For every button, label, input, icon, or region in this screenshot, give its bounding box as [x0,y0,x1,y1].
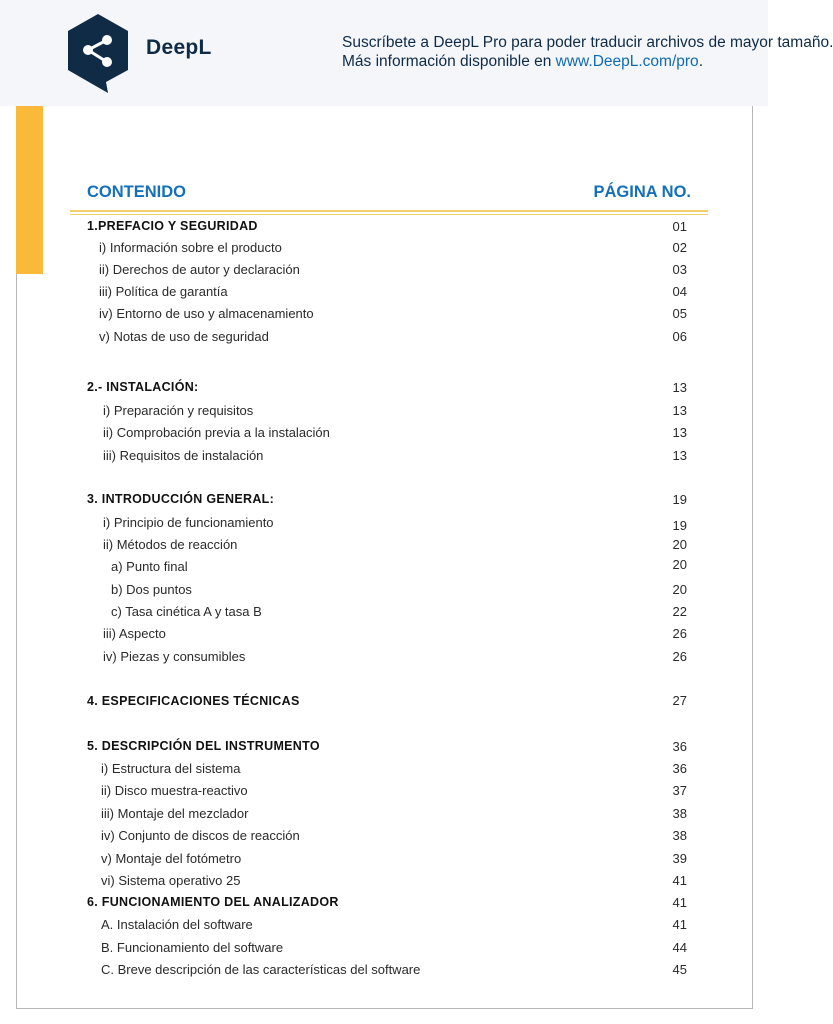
toc-entry-label: 1.PREFACIO Y SEGURIDAD [87,219,258,233]
toc-entry-label: 6. FUNCIONAMIENTO DEL ANALIZADOR [87,895,339,909]
toc-entry [0,262,768,280]
toc-section [0,219,768,237]
toc-entry [0,403,768,421]
toc-section [0,739,768,757]
brand-name: DeepL [146,36,212,59]
toc-entry-label: iv) Piezas y consumibles [103,649,246,664]
toc-entry [0,515,768,533]
toc-entry [0,940,768,958]
promo-line-2-prefix: Más información disponible en [342,53,556,70]
toc-entry-label: i) Estructura del sistema [101,761,241,776]
toc-entry-label: B. Funcionamiento del software [101,940,284,955]
toc-entry-label: C. Breve descripción de las características del software [101,962,421,977]
toc-entry-label: iii) Requisitos de instalación [103,448,264,463]
toc-entry [0,783,768,801]
toc-entry [0,806,768,824]
toc-entry-page: 41 [672,895,687,910]
toc-entry-page: 20 [672,557,687,572]
toc-entry-label: ii) Derechos de autor y declaración [99,262,300,277]
toc-entry-page: 27 [672,693,687,708]
toc-entry-page: 44 [672,940,687,955]
toc-entry-label: 3. INTRODUCCIÓN GENERAL: [87,492,275,506]
toc-entry-label: iii) Aspecto [103,626,166,641]
toc-entry-page: 13 [672,403,687,418]
toc-entry-page: 36 [672,761,687,776]
toc-entry-page: 13 [672,425,687,440]
toc-entry-label: iv) Entorno de uso y almacenamiento [99,306,314,321]
toc-entry-page: 13 [672,448,687,463]
toc-entry-label: vi) Sistema operativo 25 [101,873,241,888]
toc-entry [0,537,768,555]
toc-entry-label: A. Instalación del software [101,917,253,932]
toc-entry [0,448,768,466]
toc-section [0,895,768,913]
toc-entry-label: i) Principio de funcionamiento [103,515,274,530]
toc-entry-label: ii) Disco muestra-reactivo [101,783,248,798]
toc-entry-label: 5. DESCRIPCIÓN DEL INSTRUMENTO [87,739,320,753]
toc-heading-contents: CONTENIDO [87,183,186,201]
toc-entry-label: b) Dos puntos [111,582,192,597]
toc-entry [0,917,768,935]
toc-entry [0,626,768,644]
toc-entry-page: 03 [672,262,687,277]
toc-entry-page: 13 [672,380,687,395]
toc-entry-page: 01 [672,219,687,234]
toc-entry [0,306,768,324]
toc-entry-label: i) Información sobre el producto [99,240,282,255]
toc-entry-label: i) Preparación y requisitos [103,403,254,418]
toc-entry-page: 38 [672,806,687,821]
toc-entry [0,851,768,869]
heading-rule [70,210,708,212]
toc-entry-label: v) Notas de uso de seguridad [99,329,269,344]
toc-entry-label: v) Montaje del fotómetro [101,851,242,866]
toc-entry [0,582,768,600]
toc-entry-page: 37 [672,783,687,798]
toc-entry-page: 22 [672,604,687,619]
toc-entry [0,604,768,622]
toc-entry-page: 04 [672,284,687,299]
promo-line-1: Suscríbete a DeepL Pro para poder traducir archivos de mayor tamaño. [342,34,833,51]
toc-section [0,380,768,398]
toc-entry-label: 4. ESPECIFICACIONES TÉCNICAS [87,694,300,708]
toc-section [0,694,768,712]
toc-entry-label: c) Tasa cinética A y tasa B [111,604,262,619]
deepl-pro-link[interactable]: www.DeepL.com/pro [555,53,699,70]
toc-entry-page: 20 [672,537,687,552]
toc-entry-page: 05 [672,306,687,321]
toc-entry-label: iii) Montaje del mezclador [101,806,249,821]
toc-entry [0,873,768,891]
toc-entry-page: 19 [672,518,687,533]
promo-line-2 [342,52,833,71]
toc-entry-page: 26 [672,649,687,664]
toc-entry-label: ii) Métodos de reacción [103,537,238,552]
toc-entry-page: 06 [672,329,687,344]
toc-entry-label: ii) Comprobación previa a la instalación [103,425,330,440]
toc-entry-label: iv) Conjunto de discos de reacción [101,828,300,843]
toc-entry-label: 2.- INSTALACIÓN: [87,380,199,394]
toc-entry [0,559,768,577]
toc-entry-page: 45 [672,962,687,977]
toc-entry-page: 19 [672,492,687,507]
toc-section [0,492,768,510]
deepl-logo-icon [64,12,132,94]
toc-entry [0,649,768,667]
toc-entry-page: 41 [672,873,687,888]
toc-entry [0,240,768,258]
toc-entry-page: 26 [672,626,687,641]
toc-entry-page: 38 [672,828,687,843]
toc-heading-page-number: PÁGINA NO. [593,183,691,201]
toc-entry-page: 41 [672,917,687,932]
promo-text [342,33,833,71]
toc-entry [0,284,768,302]
toc-entry-page: 36 [672,739,687,754]
toc-entry-page: 02 [672,240,687,255]
toc-entry-label: a) Punto final [111,559,188,574]
toc-entry [0,329,768,347]
toc-entry [0,425,768,443]
toc-entry-label: iii) Política de garantía [99,284,228,299]
heading-rule-secondary [70,214,708,215]
toc-entry-page: 39 [672,851,687,866]
deepl-banner [0,0,833,106]
toc-entry [0,761,768,779]
toc-entry [0,828,768,846]
toc-entry-page: 20 [672,582,687,597]
toc-entry [0,962,768,980]
promo-line-2-suffix: . [698,53,703,70]
